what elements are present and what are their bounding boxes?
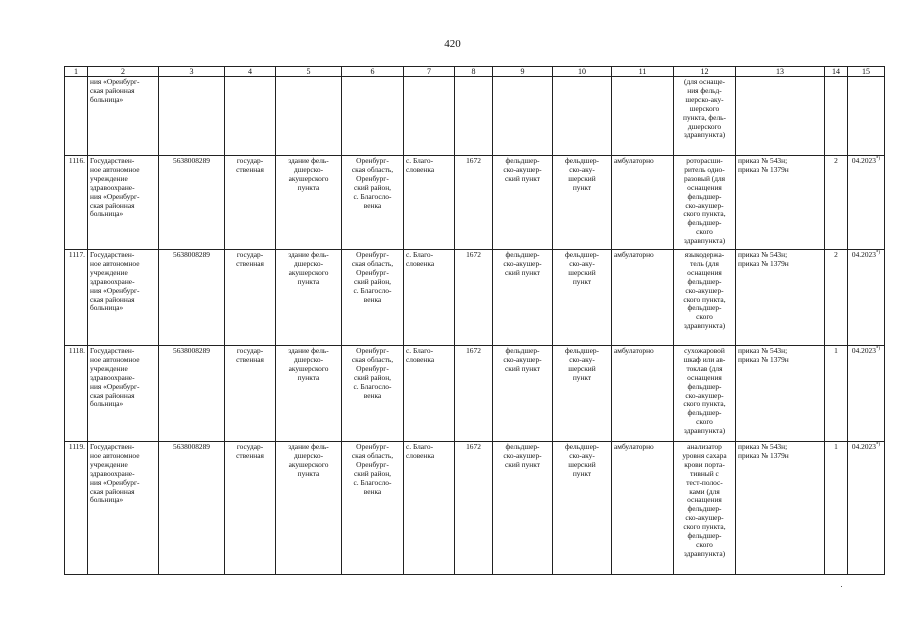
column-header: 9 bbox=[493, 67, 553, 77]
inn-cell: 5638008289 bbox=[159, 442, 225, 575]
scan-speck bbox=[841, 586, 842, 587]
organization-cell: Государствен- ное автономное учреждение здравоохране- ния «Оренбург- ская районная больница» bbox=[88, 346, 159, 442]
footnote-mark: *) bbox=[875, 442, 881, 448]
care-mode-cell: амбулаторно bbox=[612, 442, 674, 575]
settlement-cell bbox=[404, 77, 455, 156]
table-row-continued bbox=[65, 77, 885, 156]
column-header: 7 bbox=[404, 67, 455, 77]
unit-subtype-cell: фельдшер- ско-аку- шерский пункт bbox=[553, 346, 612, 442]
inn-cell: 5638008289 bbox=[159, 250, 225, 346]
table-row bbox=[65, 250, 885, 346]
building-cell: здание фель- дшерско- акушерского пункта bbox=[276, 156, 342, 250]
address-cell bbox=[342, 77, 404, 156]
care-mode-cell: амбулаторно bbox=[612, 156, 674, 250]
ownership-cell: государ- ственная bbox=[225, 442, 276, 575]
ownership-cell: государ- ственная bbox=[225, 156, 276, 250]
building-cell bbox=[276, 77, 342, 156]
table-row bbox=[65, 442, 885, 575]
unit-subtype-cell bbox=[553, 77, 612, 156]
column-header: 10 bbox=[553, 67, 612, 77]
quantity-cell bbox=[825, 77, 848, 156]
order-cell: приказ № 543н; приказ № 1379н bbox=[736, 156, 825, 250]
footnote-mark: *) bbox=[875, 156, 881, 162]
quantity-cell: 2 bbox=[825, 156, 848, 250]
unit-type-cell bbox=[493, 77, 553, 156]
unit-subtype-cell: фельдшер- ско-аку- шерский пункт bbox=[553, 156, 612, 250]
date-cell: 04.2023*) bbox=[848, 346, 885, 442]
quantity-cell: 1 bbox=[825, 442, 848, 575]
date-cell: 04.2023*) bbox=[848, 442, 885, 575]
care-mode-cell bbox=[612, 77, 674, 156]
page-number: 420 bbox=[444, 38, 461, 50]
address-cell: Оренбург- ская область, Оренбург- ский район, с. Благосло- венка bbox=[342, 346, 404, 442]
organization-cell: Государствен- ное автономное учреждение здравоохране- ния «Оренбург- ская районная больница» bbox=[88, 442, 159, 575]
column-number-row bbox=[65, 67, 885, 77]
column-header: 14 bbox=[825, 67, 848, 77]
ownership-cell: государ- ственная bbox=[225, 346, 276, 442]
building-cell: здание фель- дшерско- акушерского пункта bbox=[276, 346, 342, 442]
equipment-cell: (для оснаще- ния фельд- шерско-аку- шерского пункта, фель- дшерского здравпункта) bbox=[674, 77, 736, 156]
row-number-cell: 1116. bbox=[65, 156, 88, 250]
date-cell: 04.2023*) bbox=[848, 156, 885, 250]
footnote-mark: *) bbox=[875, 250, 881, 256]
building-cell: здание фель- дшерско- акушерского пункта bbox=[276, 250, 342, 346]
equipment-cell: роторасши- ритель одно- разовый (для оснащения фельдшер- ско-акушер- ского пункта, фельдшер- ского здравпункта) bbox=[674, 156, 736, 250]
date-cell: 04.2023*) bbox=[848, 250, 885, 346]
column-header: 1 bbox=[65, 67, 88, 77]
column-header: 8 bbox=[455, 67, 493, 77]
order-cell: приказ № 543н; приказ № 1379н bbox=[736, 346, 825, 442]
quantity-cell: 1 bbox=[825, 346, 848, 442]
row-number-cell: 1117. bbox=[65, 250, 88, 346]
order-cell bbox=[736, 77, 825, 156]
equipment-cell: анализатор уровня сахара крови порта- тивный с тест-полос- ками (для оснащения фельдшер- ско-акушер- ского пункта, фельдшер- ского здравпункта) bbox=[674, 442, 736, 575]
unit-type-cell: фельдшер- ско-акушер- ский пункт bbox=[493, 442, 553, 575]
settlement-cell: с. Благо- словенка bbox=[404, 346, 455, 442]
column-header: 3 bbox=[159, 67, 225, 77]
ownership-cell bbox=[225, 77, 276, 156]
row-number-cell bbox=[65, 77, 88, 156]
settlement-cell: с. Благо- словенка bbox=[404, 442, 455, 575]
population-cell: 1672 bbox=[455, 346, 493, 442]
column-header: 13 bbox=[736, 67, 825, 77]
care-mode-cell: амбулаторно bbox=[612, 250, 674, 346]
column-header: 12 bbox=[674, 67, 736, 77]
settlement-cell: с. Благо- словенка bbox=[404, 156, 455, 250]
row-number-cell: 1118. bbox=[65, 346, 88, 442]
table-row bbox=[65, 156, 885, 250]
population-cell bbox=[455, 77, 493, 156]
inn-cell bbox=[159, 77, 225, 156]
address-cell: Оренбург- ская область, Оренбург- ский район, с. Благосло- венка bbox=[342, 156, 404, 250]
quantity-cell: 2 bbox=[825, 250, 848, 346]
column-header: 11 bbox=[612, 67, 674, 77]
unit-type-cell: фельдшер- ско-акушер- ский пункт bbox=[493, 250, 553, 346]
unit-subtype-cell: фельдшер- ско-аку- шерский пункт bbox=[553, 442, 612, 575]
date-cell bbox=[848, 77, 885, 156]
address-cell: Оренбург- ская область, Оренбург- ский район, с. Благосло- венка bbox=[342, 250, 404, 346]
unit-type-cell: фельдшер- ско-акушер- ский пункт bbox=[493, 156, 553, 250]
care-mode-cell: амбулаторно bbox=[612, 346, 674, 442]
organization-cell: Государствен- ное автономное учреждение здравоохране- ния «Оренбург- ская районная больница» bbox=[88, 250, 159, 346]
footnote-mark: *) bbox=[875, 346, 881, 352]
unit-type-cell: фельдшер- ско-акушер- ский пункт bbox=[493, 346, 553, 442]
population-cell: 1672 bbox=[455, 156, 493, 250]
organization-cell: ния «Оренбург- ская районная больница» bbox=[88, 77, 159, 156]
unit-subtype-cell: фельдшер- ско-аку- шерский пункт bbox=[553, 250, 612, 346]
population-cell: 1672 bbox=[455, 250, 493, 346]
column-header: 15 bbox=[848, 67, 885, 77]
equipment-cell: языкодержа- тель (для оснащения фельдшер- ско-акушер- ского пункта, фельдшер- ского здравпункта) bbox=[674, 250, 736, 346]
column-header: 4 bbox=[225, 67, 276, 77]
population-cell: 1672 bbox=[455, 442, 493, 575]
inn-cell: 5638008289 bbox=[159, 156, 225, 250]
settlement-cell: с. Благо- словенка bbox=[404, 250, 455, 346]
order-cell: приказ № 543н; приказ № 1379н bbox=[736, 442, 825, 575]
address-cell: Оренбург- ская область, Оренбург- ский район, с. Благосло- венка bbox=[342, 442, 404, 575]
equipment-cell: сухожаровой шкаф или ав- токлав (для оснащения фельдшер- ско-акушер- ского пункта, фельдшер- ского здравпункта) bbox=[674, 346, 736, 442]
inn-cell: 5638008289 bbox=[159, 346, 225, 442]
column-header: 6 bbox=[342, 67, 404, 77]
register-table bbox=[64, 66, 885, 575]
ownership-cell: государ- ственная bbox=[225, 250, 276, 346]
column-header: 2 bbox=[88, 67, 159, 77]
order-cell: приказ № 543н; приказ № 1379н bbox=[736, 250, 825, 346]
table-row bbox=[65, 346, 885, 442]
row-number-cell: 1119. bbox=[65, 442, 88, 575]
organization-cell: Государствен- ное автономное учреждение здравоохране- ния «Оренбург- ская районная больница» bbox=[88, 156, 159, 250]
building-cell: здание фель- дшерско- акушерского пункта bbox=[276, 442, 342, 575]
column-header: 5 bbox=[276, 67, 342, 77]
